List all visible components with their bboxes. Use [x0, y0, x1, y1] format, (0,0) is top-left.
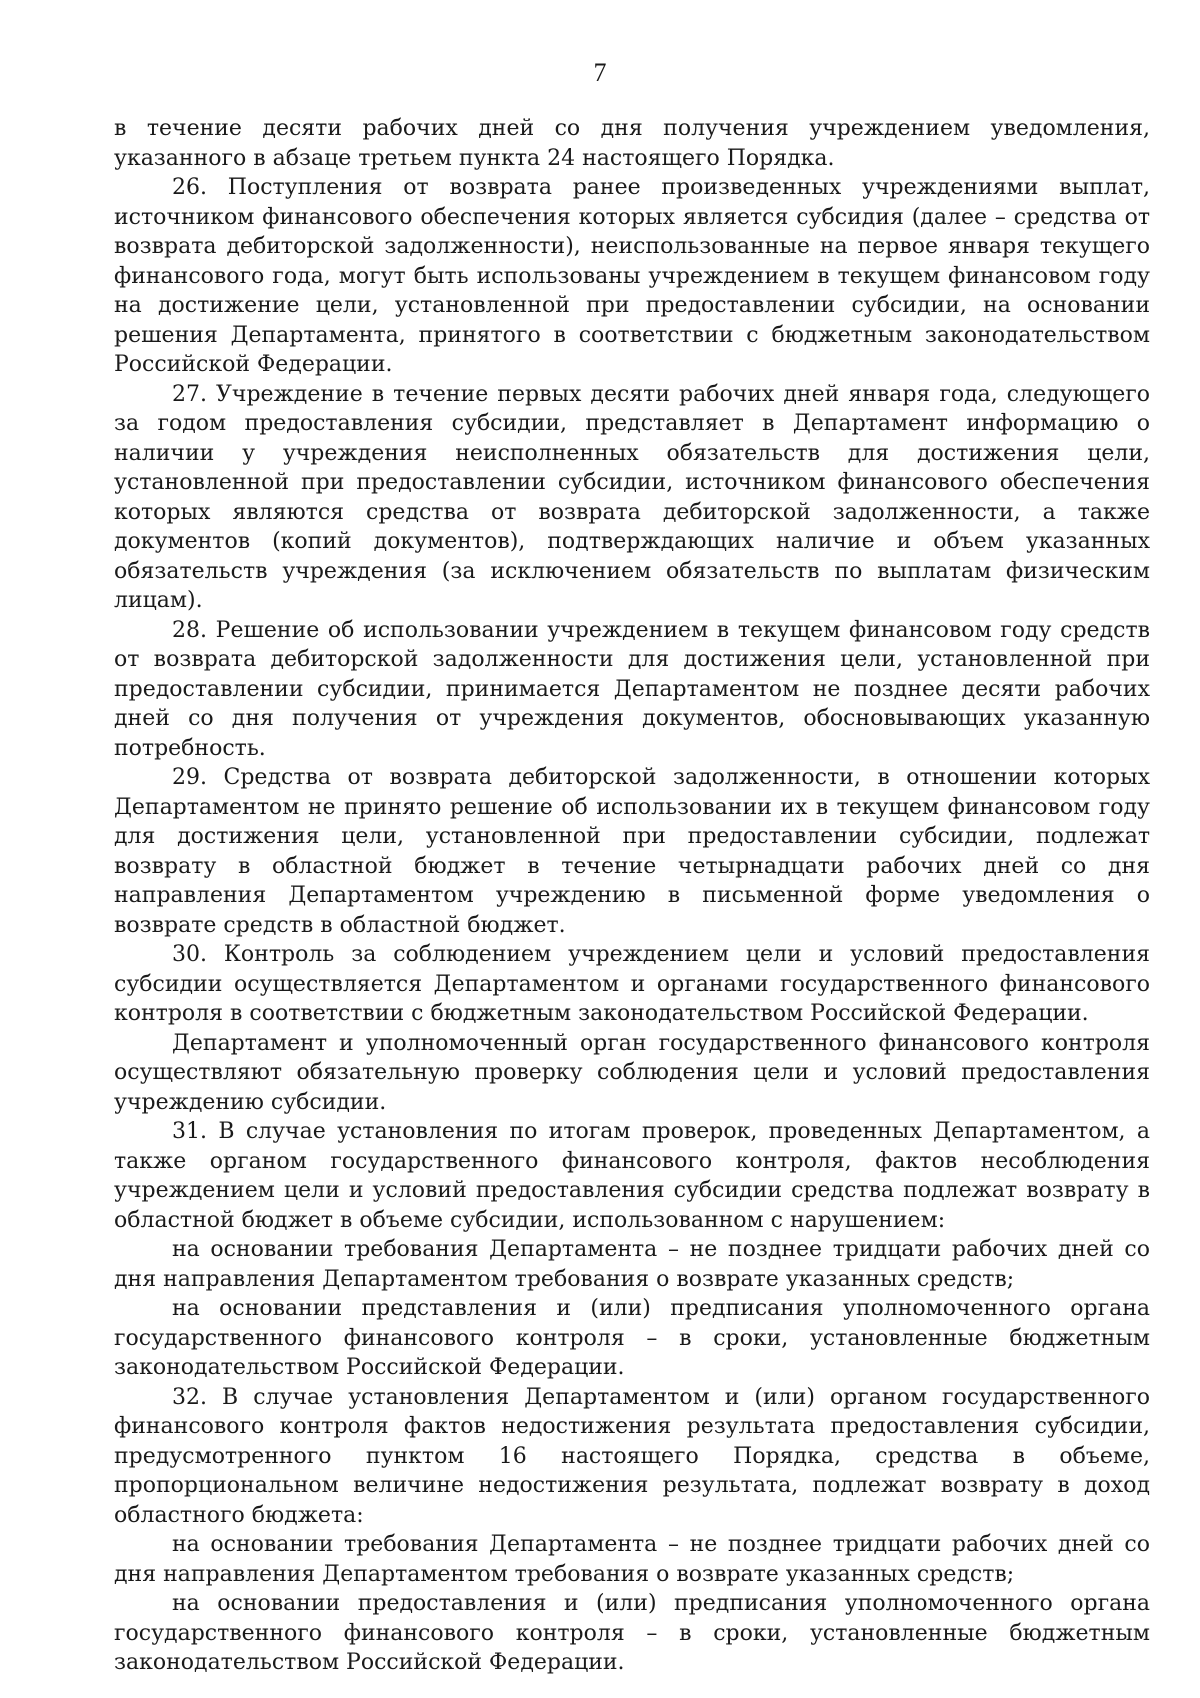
paragraph-31-prescription: на основании представления и (или) предписания уполномоченного органа государственного финансового контроля – в сроки, установленные бюджетным законодательством Российской Федерации. [114, 1296, 1150, 1380]
page-number: 7 [593, 58, 607, 87]
paragraph-32-prescription: на основании предоставления и (или) предписания уполномоченного органа государственного финансового контроля – в сроки, установленные бюджетным законодательством Российской Федерации. [114, 1591, 1150, 1675]
paragraph-26: 26. Поступления от возврата ранее произведенных учреждениями выплат, источником финансового обеспечения которых является субсидия (далее – средства от возврата дебиторской задолженности), неиспользованные на первое января текущего финансового года, могут быть использованы учреждением в текущем финансовом году на достижение цели, установленной при предоставлении субсидии, на основании решения Департамента, принятого в соответствии с бюджетным законодательством Российской Федерации. [114, 175, 1150, 377]
paragraph-30-control: Департамент и уполномоченный орган государственного финансового контроля осуществляют обязательную проверку соблюдения цели и условий предоставления учреждению субсидии. [114, 1030, 1150, 1115]
paragraph-32-requirement: на основании требования Департамента – не позднее тридцати рабочих дней со дня направления Департаментом требования о возврате указанных средств; [114, 1532, 1150, 1587]
paragraph-29: 29. Средства от возврата дебиторской задолженности, в отношении которых Департаментом не принято решение об использовании их в текущем финансовом году для достижения цели, установленной при предоставлении субсидии, подлежат возврату в областной бюджет в течение четырнадцати рабочих дней со дня направления Департаментом учреждению в письменной форме уведомления о возврате средств в областной бюджет. [114, 765, 1150, 938]
paragraph-continuation: в течение десяти рабочих дней со дня получения учреждением уведомления, указанного в абзаце третьем пункта 24 настоящего Порядка. [114, 116, 1150, 171]
paragraph-31: 31. В случае установления по итогам проверок, проведенных Департаментом, а также органом государственного финансового контроля, фактов несоблюдения учреждением цели и условий предоставления субсидии средства подлежат возврату в областной бюджет в объеме субсидии, использованном с нарушением: [114, 1119, 1150, 1233]
paragraph-30: 30. Контроль за соблюдением учреждением цели и условий предоставления субсидии осуществляется Департаментом и органами государственного финансового контроля в соответствии с бюджетным законодательством Российской Федерации. [114, 942, 1150, 1026]
paragraph-27: 27. Учреждение в течение первых десяти рабочих дней января года, следующего за годом предоставления субсидии, представляет в Департамент информацию о наличии у учреждения неисполненных обязательств для достижения цели, установленной при предоставлении субсидии, источником финансового обеспечения которых являются средства от возврата дебиторской задолженности, а также документов (копий документов), подтверждающих наличие и объем указанных обязательств учреждения (за исключением обязательств по выплатам физическим лицам). [114, 381, 1150, 613]
paragraph-32: 32. В случае установления Департаментом и (или) органом государственного финансового контроля фактов недостижения результата предоставления субсидии, предусмотренного пунктом 16 настоящего Порядка, средства в объеме, пропорциональном величине недостижения результата, подлежат возврату в доход областного бюджета: [114, 1384, 1150, 1528]
paragraph-28: 28. Решение об использовании учреждением в текущем финансовом году средств от возврата дебиторской задолженности для достижения цели, установленной при предоставлении субсидии, принимается Департаментом не позднее десяти рабочих дней со дня получения от учреждения документов, обосновывающих указанную потребность. [114, 617, 1150, 761]
document-body [114, 114, 1150, 1678]
paragraph-31-requirement: на основании требования Департамента – не позднее тридцати рабочих дней со дня направления Департаментом требования о возврате указанных средств; [114, 1237, 1150, 1292]
